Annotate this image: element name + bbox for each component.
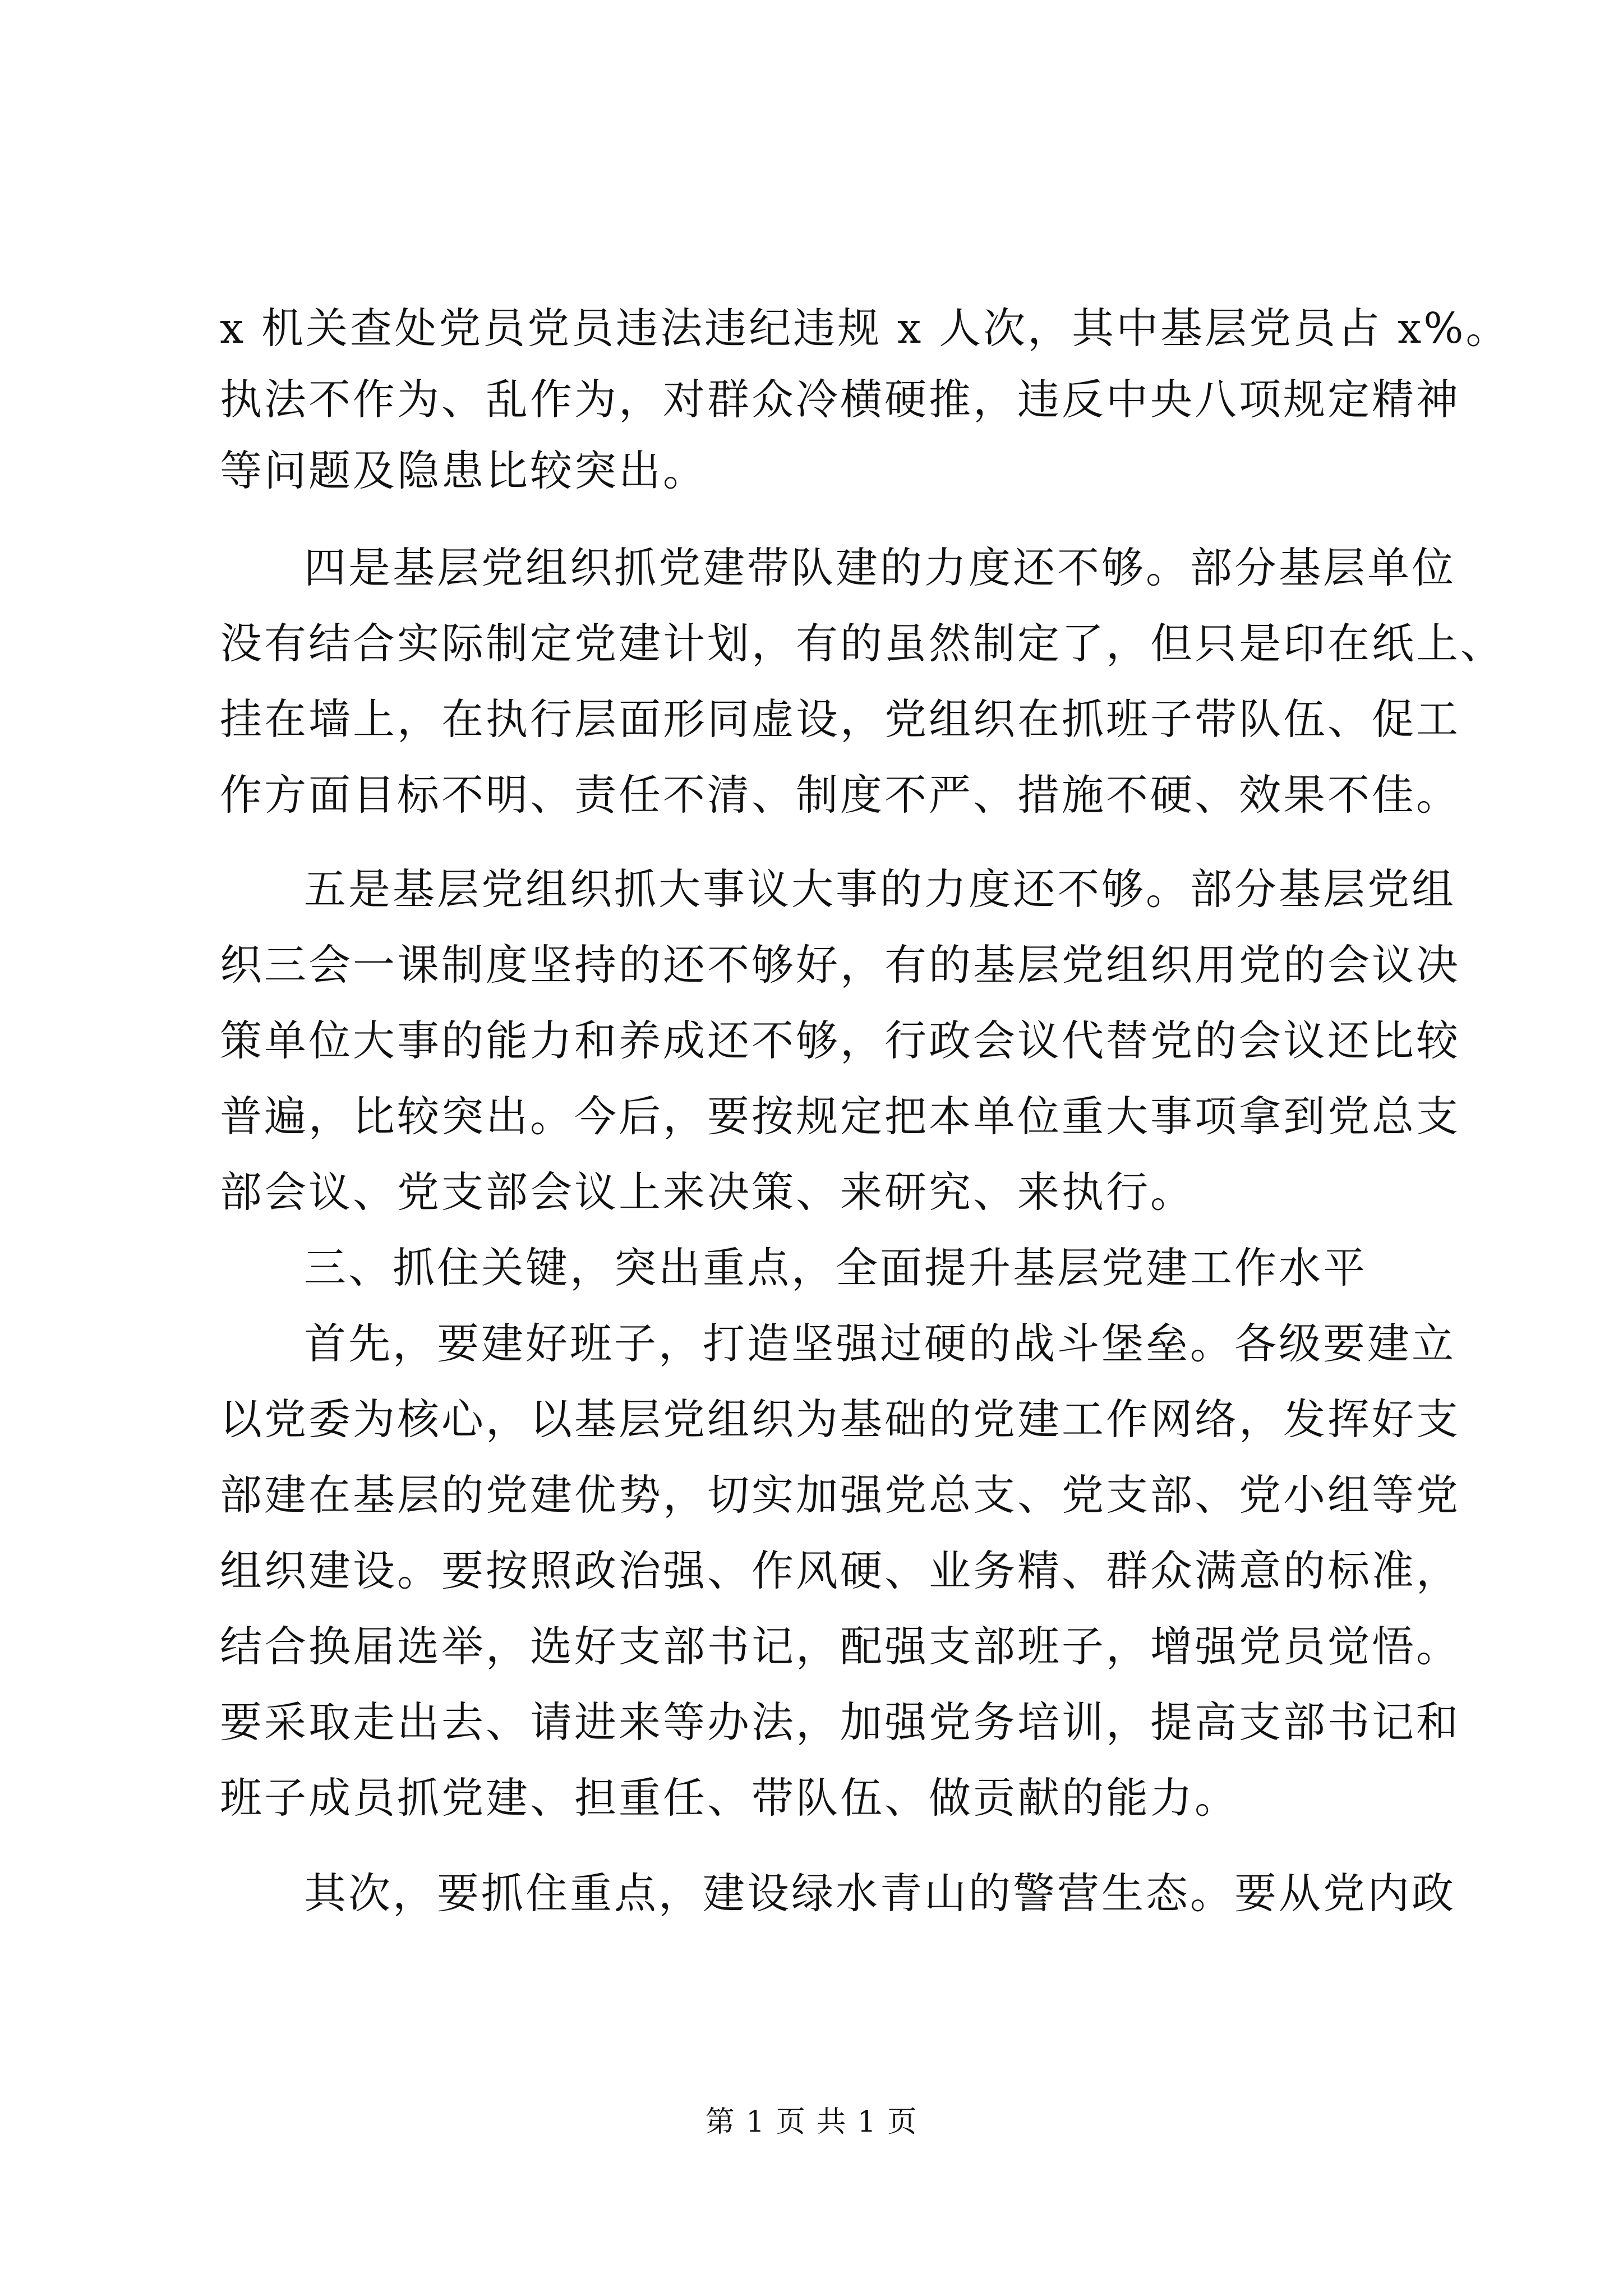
text-line: 挂在墙上，在执行层面形同虚设，党组织在抓班子带队伍、促工 bbox=[220, 694, 1461, 744]
paragraph-start-line: 五是基层党组织抓大事议大事的力度还不够。部分基层党组 bbox=[304, 864, 1456, 914]
text-line: 织三会一课制度坚持的还不够好，有的基层党组织用党的会议决 bbox=[220, 940, 1461, 990]
section-heading: 三、抓住关键，突出重点，全面提升基层党建工作水平 bbox=[304, 1243, 1368, 1292]
text-line: 执法不作为、乱作为，对群众冷横硬推，违反中央八项规定精神 bbox=[220, 375, 1461, 424]
text-line: 策单位大事的能力和养成还不够，行政会议代替党的会议还比较 bbox=[220, 1016, 1461, 1065]
text-line: 结合换届选举，选好支部书记，配强支部班子，增强党员觉悟。 bbox=[220, 1622, 1461, 1671]
text-line: 作方面目标不明、责任不清、制度不严、措施不硬、效果不佳。 bbox=[220, 770, 1461, 820]
text-line: x 机关查处党员党员违法违纪违规 x 人次，其中基层党员占 x%。 bbox=[220, 303, 1510, 353]
text-line: 要采取走出去、请进来等办法，加强党务培训，提高支部书记和 bbox=[220, 1697, 1461, 1747]
page-footer: 第 1 页 共 1 页 bbox=[705, 2105, 918, 2139]
text-line: 部会议、党支部会议上来决策、来研究、来执行。 bbox=[220, 1167, 1195, 1217]
text-line: 组织建设。要按照政治强、作风硬、业务精、群众满意的标准， bbox=[220, 1546, 1461, 1595]
text-line: 普遍，比较突出。今后，要按规定把本单位重大事项拿到党总支 bbox=[220, 1092, 1461, 1141]
paragraph-start-line: 首先，要建好班子，打造坚强过硬的战斗堡垒。各级要建立 bbox=[304, 1319, 1456, 1368]
text-line: 等问题及隐患比较突出。 bbox=[220, 446, 708, 495]
text-line: 没有结合实际制定党建计划，有的虽然制定了，但只是印在纸上、 bbox=[220, 619, 1505, 668]
paragraph-start-line: 四是基层党组织抓党建带队建的力度还不够。部分基层单位 bbox=[304, 543, 1456, 592]
text-line: 班子成员抓党建、担重任、带队伍、做贡献的能力。 bbox=[220, 1773, 1239, 1823]
text-line: 以党委为核心，以基层党组织为基础的党建工作网络，发挥好支 bbox=[220, 1395, 1461, 1444]
paragraph-start-line: 其次，要抓住重点，建设绿水青山的警营生态。要从党内政 bbox=[304, 1869, 1456, 1918]
text-line: 部建在基层的党建优势，切实加强党总支、党支部、党小组等党 bbox=[220, 1470, 1461, 1520]
